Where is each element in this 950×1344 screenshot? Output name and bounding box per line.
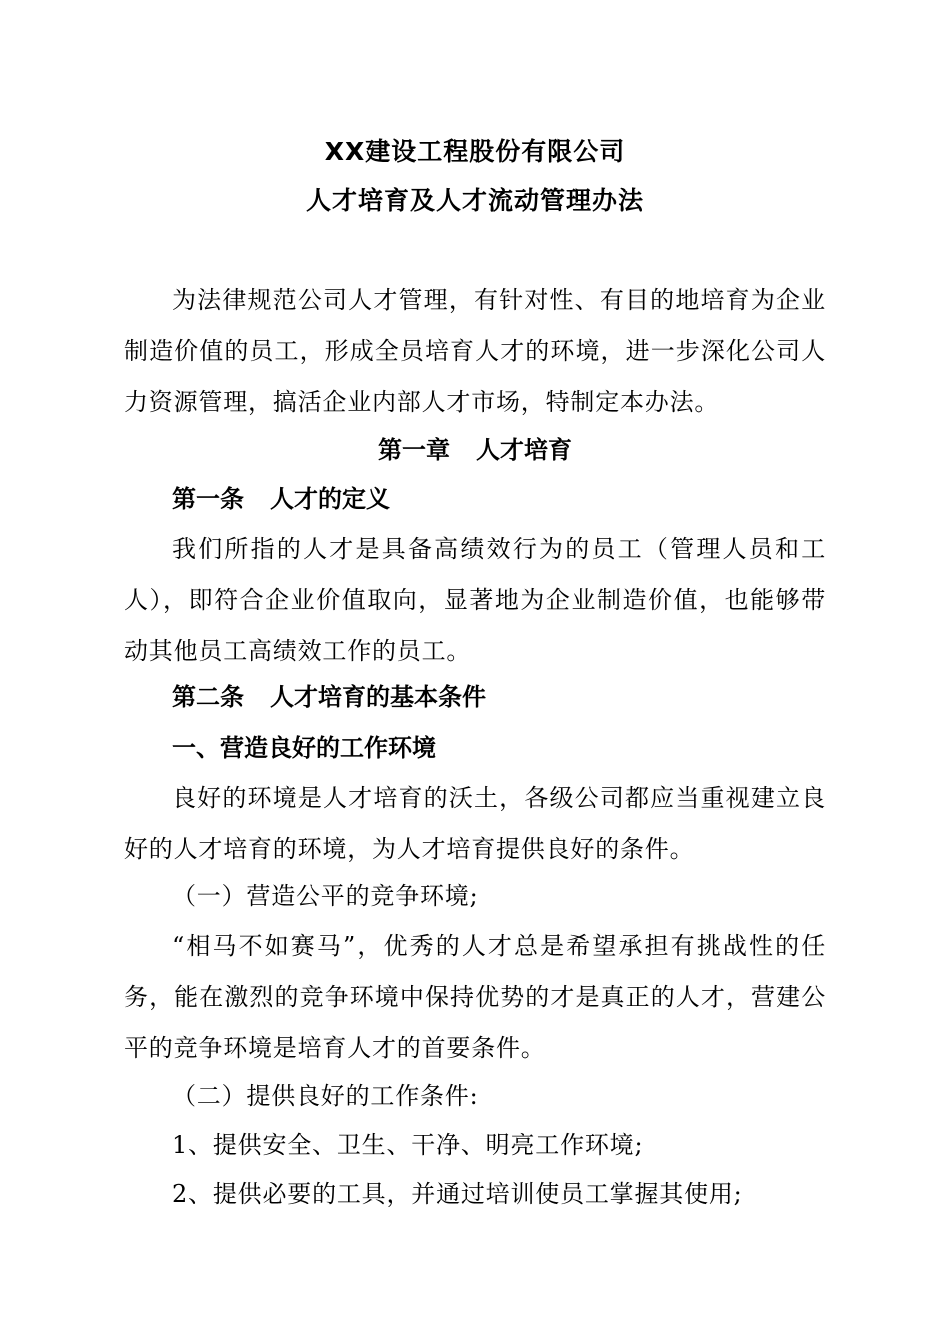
article-1-heading bbox=[172, 483, 390, 515]
article-2-heading bbox=[172, 681, 486, 713]
chapter-heading bbox=[124, 434, 826, 466]
list-item: 1、提供安全、卫生、干净、明亮工作环境; bbox=[172, 1131, 644, 1159]
subsection-1-heading: （一）营造公平的竞争环境; bbox=[172, 882, 479, 910]
document-title-regulation: 人才培育及人才流动管理办法 bbox=[305, 186, 644, 215]
article-1-title: 人才的定义 bbox=[270, 485, 390, 513]
document-page bbox=[124, 0, 826, 1344]
subsection-2-heading: （二）提供良好的工作条件: bbox=[172, 1082, 479, 1110]
section-1-heading: 一、营造良好的工作环境 bbox=[172, 734, 436, 762]
article-1-number: 第一条 bbox=[172, 485, 244, 513]
document-title-company: XX建设工程股份有限公司 bbox=[324, 137, 626, 166]
list-item: 2、提供必要的工具，并通过培训使员工掌握其使用; bbox=[172, 1180, 743, 1208]
subsection-1-body: “相马不如赛马”，优秀的人才总是希望承担有挑战性的任务，能在激烈的竞争环境中保持优势的才是真正的人才，营建公平的竞争环境是培育人才的首要条件。 bbox=[124, 932, 826, 1062]
article-2-number: 第二条 bbox=[172, 683, 244, 711]
chapter-title: 人才培育 bbox=[476, 436, 572, 464]
article-1-body: 我们所指的人才是具备高绩效行为的员工（管理人员和工人），即符合企业价值取向，显著地为企业制造价值，也能够带动其他员工高绩效工作的员工。 bbox=[124, 535, 826, 665]
intro-paragraph: 为法律规范公司人才管理，有针对性、有目的地培育为企业制造价值的员工，形成全员培育人才的环境，进一步深化公司人力资源管理，搞活企业内部人才市场，特制定本办法。 bbox=[124, 286, 826, 416]
chapter-number: 第一章 bbox=[378, 436, 450, 464]
article-2-title: 人才培育的基本条件 bbox=[270, 683, 486, 711]
section-1-body: 良好的环境是人才培育的沃土，各级公司都应当重视建立良好的人才培育的环境，为人才培育提供良好的条件。 bbox=[124, 784, 826, 863]
